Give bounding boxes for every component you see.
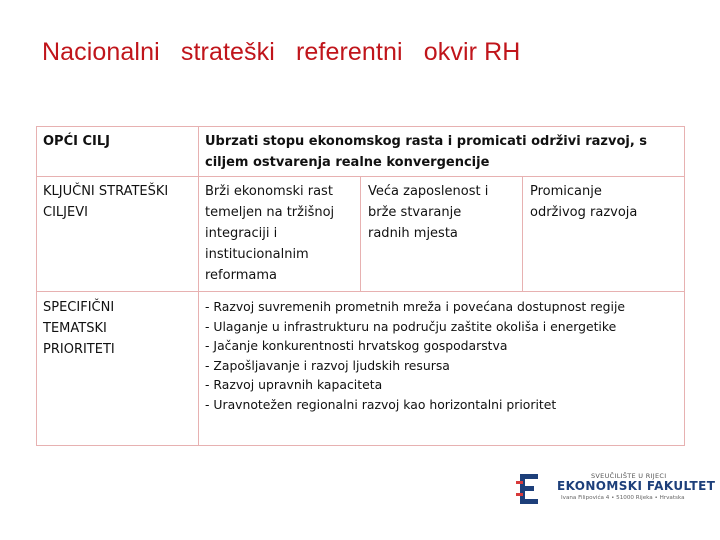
key-goal-1: Brži ekonomski rast temeljen na tržišnoj integraciji i institucionalnim reformama — [205, 184, 335, 283]
list-item: - Razvoj suvremenih prometnih mreža i povećana dostupnost regije — [205, 299, 626, 314]
title-main: Nacionalni strateški referentni okvir — [42, 38, 478, 66]
row-divider — [37, 291, 684, 292]
general-goal-label: OPĆI CILJ — [43, 134, 110, 149]
list-item: - Ulaganje u infrastrukturu na području zaštite okoliša i energetike — [205, 318, 617, 334]
column-divider — [360, 176, 361, 291]
title-suffix: RH — [477, 38, 521, 66]
column-divider — [522, 176, 523, 291]
faculty-address: Ivana Filipovića 4 • 51000 Rijeka • Hrvatska — [561, 495, 685, 501]
list-item: - Razvoj upravnih kapaciteta — [205, 377, 383, 392]
specific-priorities-list — [205, 297, 683, 414]
column-divider — [198, 127, 199, 445]
strategy-table — [36, 126, 685, 446]
key-goal-3: Promicanje održivog razvoja — [530, 184, 638, 220]
list-item: - Uravnotežen regionalni razvoj kao horizontalni prioritet — [205, 396, 557, 412]
general-goal-text: Ubrzati stopu ekonomskog rasta i promicati održivi razvoj, s ciljem ostvarenja realne konvergencije — [205, 134, 648, 170]
list-item: - Jačanje konkurentnosti hrvatskog gospodarstva — [205, 338, 508, 353]
list-item: - Zapošljavanje i razvoj ljudskih resursa — [205, 357, 450, 373]
faculty-logo — [514, 470, 716, 506]
faculty-logo-icon — [516, 472, 546, 506]
faculty-name: EKONOMSKI FAKULTET — [557, 479, 716, 493]
specific-priorities-label: SPECIFIČNI TEMATSKI PRIORITETI — [43, 300, 115, 357]
page-title — [42, 38, 520, 67]
key-goals-label: KLJUČNI STRATEŠKI CILJEVI — [43, 184, 169, 220]
key-goal-2: Veća zaposlenost i brže stvaranje radnih mjesta — [368, 184, 489, 241]
university-name: SVEUČILIŠTE U RIJECI — [591, 472, 667, 480]
